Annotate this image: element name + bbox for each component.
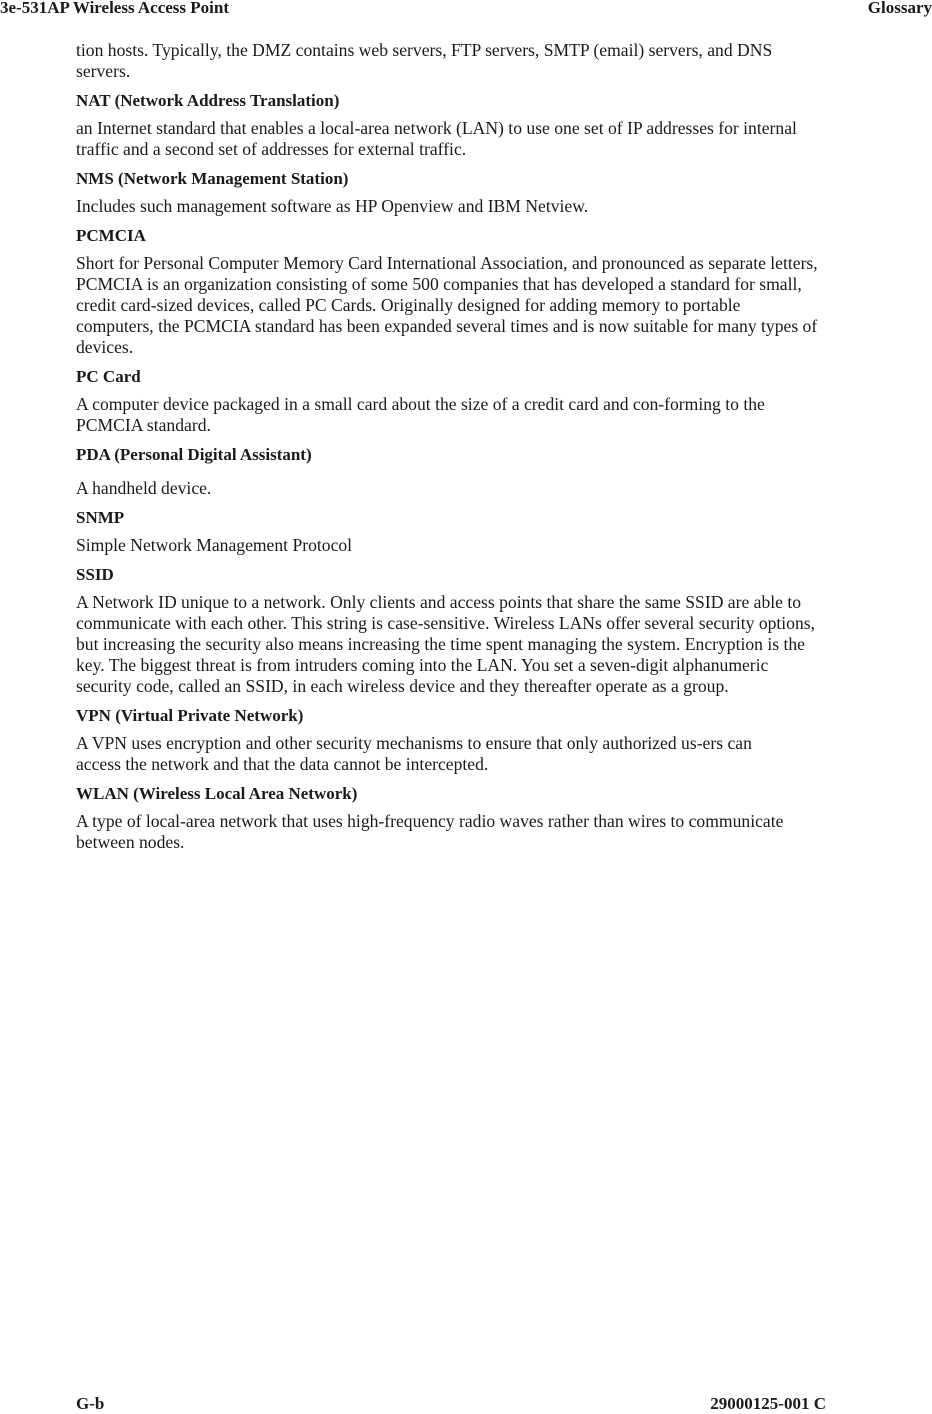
glossary-definition-snmp: Simple Network Management Protocol <box>76 535 353 555</box>
glossary-term-pc-card: PC Card <box>76 367 141 386</box>
page-number: G-b <box>76 1394 105 1413</box>
continued-definition-text: tion hosts. Typically, the DMZ contains web servers, FTP servers, SMTP (email) servers, and DNS servers. <box>76 40 773 81</box>
document-part-number: 29000125-001 C <box>710 1394 826 1413</box>
glossary-term-nat: NAT (Network Address Translation) <box>76 91 340 110</box>
glossary-definition-wlan: A type of local-area network that uses high-frequency radio waves rather than wires to communicate between nodes. <box>76 811 784 852</box>
glossary-term-nms: NMS (Network Management Station) <box>76 169 349 188</box>
running-header-title: 3e-531AP Wireless Access Point <box>0 0 230 17</box>
glossary-term-ssid: SSID <box>76 565 114 584</box>
glossary-term-wlan: WLAN (Wireless Local Area Network) <box>76 784 358 803</box>
glossary-definition-nms: Includes such management software as HP Openview and IBM Netview. <box>76 196 589 216</box>
glossary-term-snmp: SNMP <box>76 508 125 527</box>
glossary-definition-pcmcia: Short for Personal Computer Memory Card International Association, and pronounced as separate letters, PCMCIA is an organization consisting of some 500 companies that has developed a standard for small, credit card-sized devices, called PC Cards. Originally designed for adding memory to portable computers, the PCMCIA standard has been expanded several times and is now suitable for many types of devices. <box>76 253 818 357</box>
glossary-definition-pda: A handheld device. <box>76 478 212 498</box>
running-header-section: Glossary <box>867 0 932 17</box>
glossary-definition-vpn: A VPN uses encryption and other security mechanisms to ensure that only authorized us-ers can access the network and that the data cannot be intercepted. <box>76 733 752 774</box>
glossary-definition-pc-card: A computer device packaged in a small card about the size of a credit card and con-forming to the PCMCIA standard. <box>76 394 765 435</box>
glossary-content <box>76 40 836 861</box>
glossary-definition-nat: an Internet standard that enables a local-area network (LAN) to use one set of IP addresses for internal traffic and a second set of addresses for external traffic. <box>76 118 797 159</box>
glossary-definition-ssid: A Network ID unique to a network. Only clients and access points that share the same SSID are able to communicate with each other. This string is case-sensitive. Wireless LANs offer several security options, but increasing the security also means increasing the time spent managing the system. Encryption is the key. The biggest threat is from intruders coming into the LAN. You set a seven-digit alphanumeric security code, called an SSID, in each wireless device and they thereafter operate as a group. <box>76 592 816 696</box>
glossary-term-vpn: VPN (Virtual Private Network) <box>76 706 304 725</box>
glossary-term-pcmcia: PCMCIA <box>76 226 146 245</box>
glossary-term-pda: PDA (Personal Digital Assistant) <box>76 445 312 464</box>
